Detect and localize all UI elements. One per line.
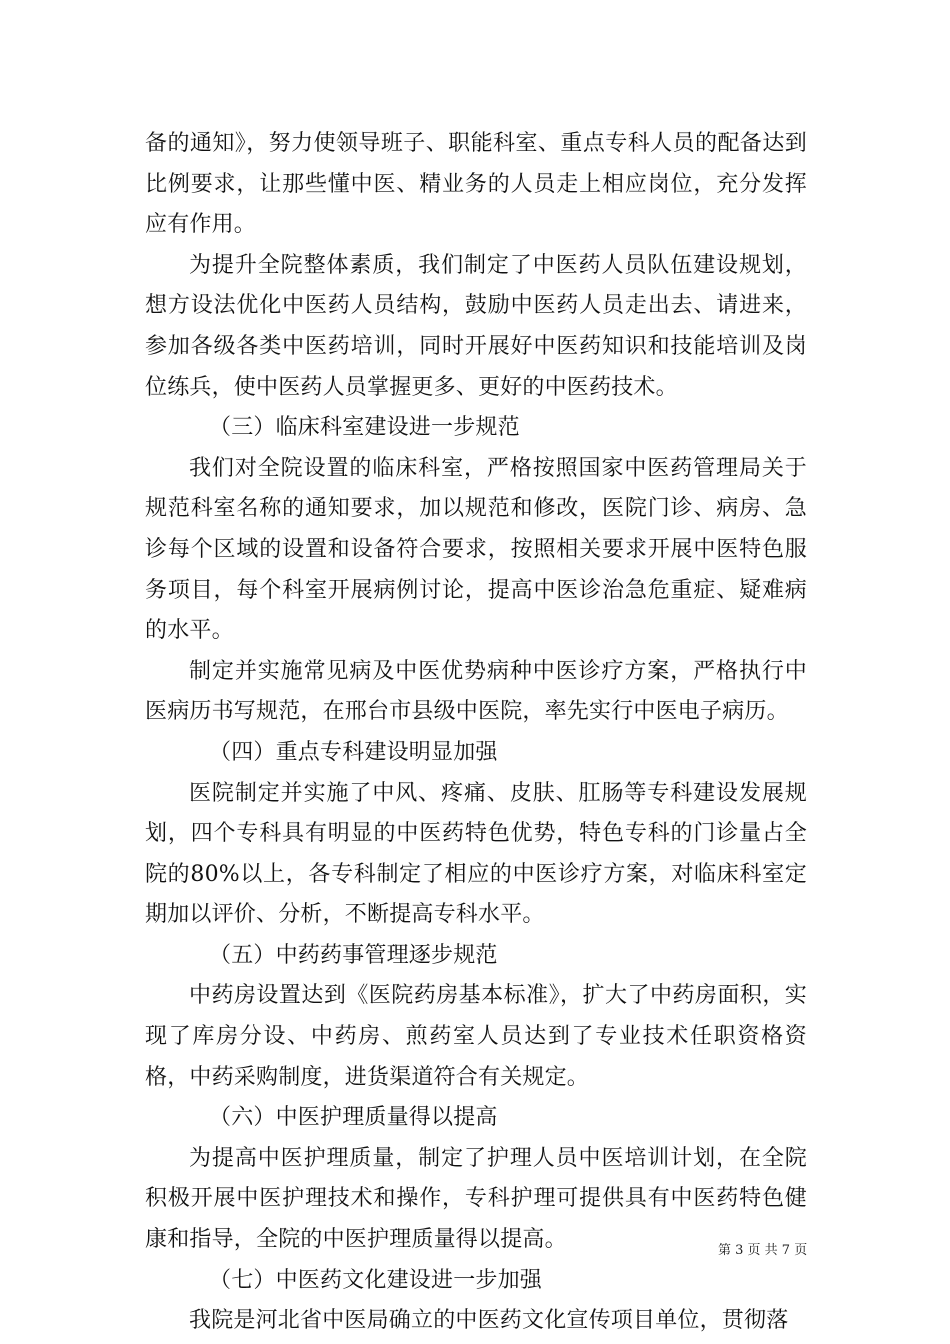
section-heading-5: （五）中药药事管理逐步规范 bbox=[209, 942, 498, 968]
paragraph-4: 制定并实施常见病及中医优势病种中医诊疗方案，严格执行中医病历书写规范，在邢台市县级中医院，率先实行中医电子病历。 bbox=[145, 658, 807, 725]
paragraph-3: 我们对全院设置的临床科室，严格按照国家中医药管理局关于规范科室名称的通知要求，加以规范和修改，医院门诊、病房、急诊每个区域的设置和设备符合要求，按照相关要求开展中医特色服务项目，每个科室开展病例讨论，提高中医诊治急危重症、疑难病的水平。 bbox=[145, 455, 807, 644]
paragraph-6: 中药房设置达到《医院药房基本标准》，扩大了中药房面积，实现了库房分设、中药房、煎药室人员达到了专业技术任职资格资格，中药采购制度，进货渠道符合有关规定。 bbox=[145, 983, 807, 1090]
section-heading-7: （七）中医药文化建设进一步加强 bbox=[209, 1267, 543, 1293]
section-heading-3: （三）临床科室建设进一步规范 bbox=[209, 415, 520, 441]
page-number-footer: 第 3 页 共 7 页 bbox=[718, 1243, 808, 1258]
section-heading-6: （六）中医护理质量得以提高 bbox=[209, 1105, 498, 1131]
document-body bbox=[145, 124, 807, 1342]
paragraph-5: 医院制定并实施了中风、疼痛、皮肤、肛肠等专科建设发展规划，四个专科具有明显的中医药特色优势，特色专科的门诊量占全院的80%以上，各专科制定了相应的中医诊疗方案，对临床科室定期加以评价、分析，不断提高专科水平。 bbox=[145, 780, 807, 928]
section-heading-4: （四）重点专科建设明显加强 bbox=[209, 739, 498, 765]
paragraph-8: 我院是河北省中医局确立的中医药文化宣传项目单位，贯彻落 bbox=[189, 1308, 789, 1334]
paragraph-2: 为提升全院整体素质，我们制定了中医药人员队伍建设规划，想方设法优化中医药人员结构，鼓励中医药人员走出去、请进来，参加各级各类中医药培训，同时开展好中医药知识和技能培训及岗位练兵，使中医药人员掌握更多、更好的中医药技术。 bbox=[145, 252, 807, 400]
paragraph-7: 为提高中医护理质量，制定了护理人员中医培训计划，在全院积极开展中医护理技术和操作，专科护理可提供具有中医药特色健康和指导，全院的中医护理质量得以提高。 bbox=[145, 1145, 807, 1253]
paragraph-1: 备的通知》，努力使领导班子、职能科室、重点专科人员的配备达到比例要求，让那些懂中医、精业务的人员走上相应岗位，充分发挥应有作用。 bbox=[145, 131, 807, 238]
